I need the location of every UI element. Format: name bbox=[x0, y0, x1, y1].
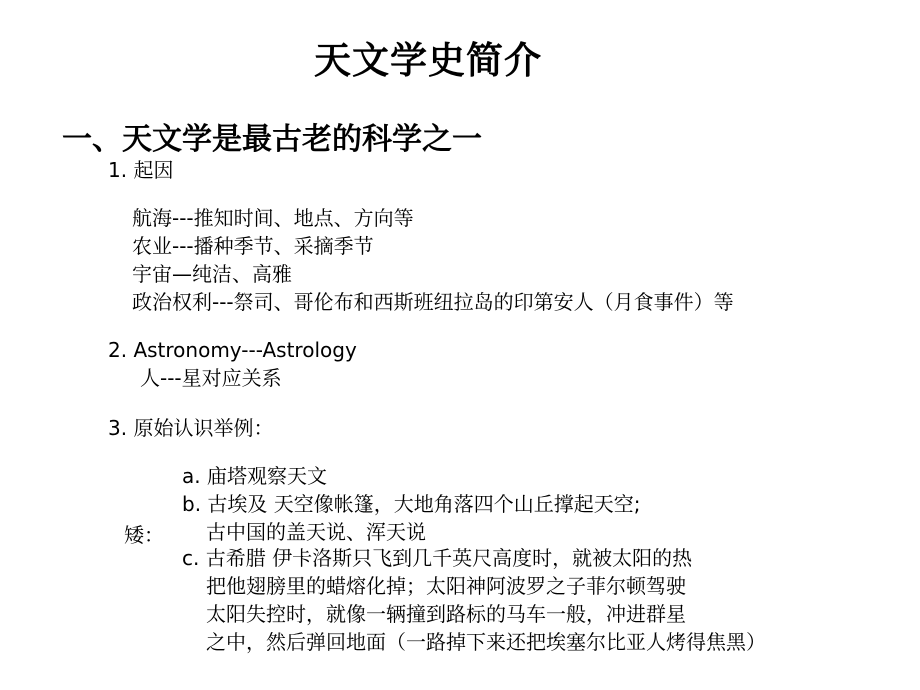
item-1-line-politics: 政治权利---祭司、哥伦布和西斯班纽拉岛的印第安人（月食事件）等 bbox=[132, 290, 734, 314]
side-note: 矮： bbox=[124, 523, 164, 547]
item-1-line-cosmos: 宇宙—纯洁、高雅 bbox=[132, 262, 292, 286]
item-3c-greece-line-4: 之中，然后弹回地面（一路掉下来还把埃塞尔比亚人烤得焦黑） bbox=[206, 630, 766, 654]
section-heading: 一、天文学是最古老的科学之一 bbox=[62, 122, 482, 157]
item-2-sub: 人---星对应关系 bbox=[140, 366, 282, 390]
item-3b-china: 古中国的盖天说、浑天说 bbox=[206, 520, 426, 544]
item-1-label: 1. 起因 bbox=[108, 158, 174, 182]
item-1-line-navigation: 航海---推知时间、地点、方向等 bbox=[132, 206, 414, 230]
item-3c-greece-line-3: 太阳失控时，就像一辆撞到路标的马车一般，冲进群星 bbox=[206, 602, 686, 626]
item-1-line-agriculture: 农业---播种季节、采摘季节 bbox=[132, 234, 374, 258]
item-3a-temple: a. 庙塔观察天文 bbox=[182, 464, 327, 488]
item-2-label: 2. Astronomy---Astrology bbox=[108, 338, 357, 362]
item-3-label: 3. 原始认识举例： bbox=[108, 416, 274, 440]
slide-title: 天文学史简介 bbox=[314, 39, 542, 82]
item-3c-greece-line-1: c. 古希腊 伊卡洛斯只飞到几千英尺高度时，就被太阳的热 bbox=[182, 546, 693, 570]
item-3b-egypt: b. 古埃及 天空像帐篷，大地角落四个山丘撑起天空; bbox=[182, 492, 641, 516]
item-3c-greece-line-2: 把他翅膀里的蜡熔化掉；太阳神阿波罗之子菲尔顿驾驶 bbox=[206, 574, 686, 598]
